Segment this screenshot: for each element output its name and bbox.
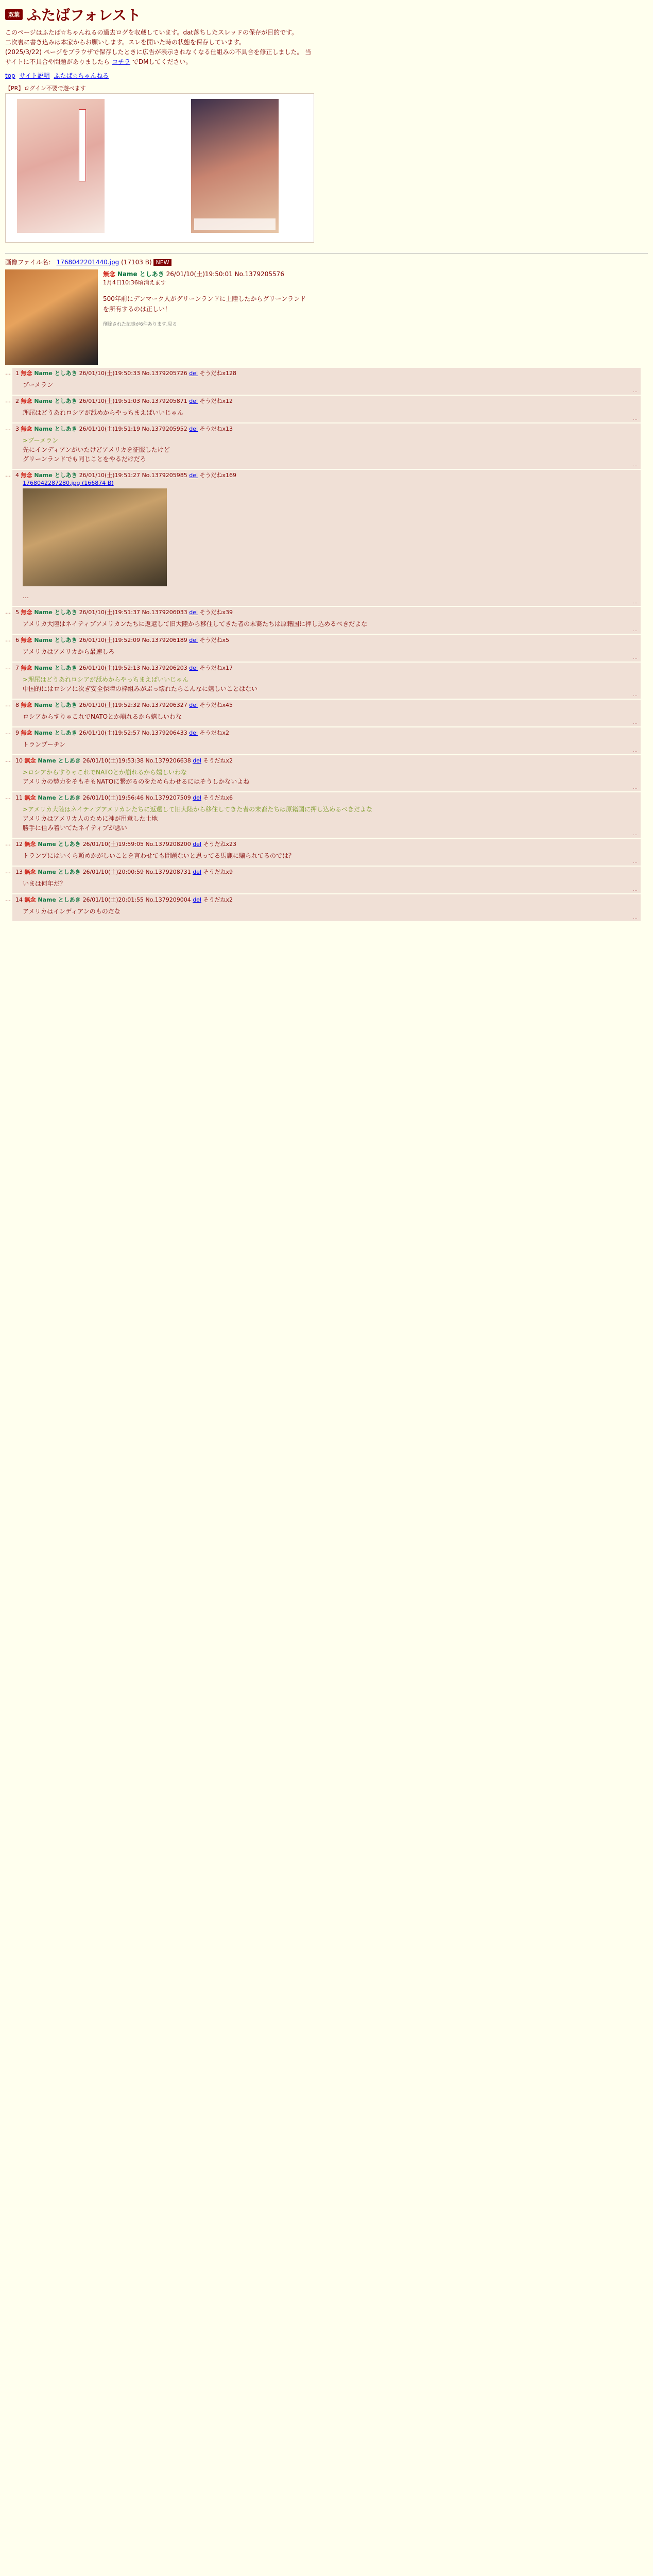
nav-site-info-link[interactable]: サイト説明: [19, 72, 50, 79]
reply-image-link[interactable]: 1768042287280.jpg (166874 B): [23, 480, 114, 486]
reply-subject: 無念: [21, 472, 35, 479]
reply-name: Name としあき: [38, 757, 83, 764]
reply-row: [5, 700, 648, 727]
reply-index: 11: [15, 794, 25, 801]
reply-header: [15, 728, 638, 737]
reply-post: [12, 839, 641, 866]
reply-subject: 無念: [21, 702, 35, 708]
ad-banner[interactable]: [5, 93, 314, 243]
reply-index: 10: [15, 757, 25, 764]
reply-number[interactable]: No.1379208731: [145, 869, 193, 875]
soda-button[interactable]: そうだねx13: [199, 426, 233, 432]
reply-corner-label: …: [633, 748, 638, 753]
reply-datetime: 26/01/10(土)19:56:46: [82, 794, 146, 801]
del-link[interactable]: del: [189, 702, 198, 708]
reply-post: [12, 635, 641, 662]
reply-name: Name としあき: [38, 896, 83, 903]
reply-body: [23, 851, 638, 860]
reply-text: アメリカ大陸はネイティブアメリカンたちに返還して旧大陸から移住してきた者の末裔たちは原籍国に押し込めるべきだよな: [23, 620, 368, 628]
reply-header: [15, 756, 638, 765]
reply-body: [23, 591, 638, 601]
reply-subject: 無念: [21, 398, 35, 404]
notice: [5, 28, 314, 67]
reply-subject: 無念: [21, 665, 35, 671]
op-image[interactable]: [5, 269, 98, 365]
reply-subject: 無念: [21, 426, 35, 432]
op-meta: [103, 269, 306, 278]
reply-index: 12: [15, 841, 25, 848]
reply-body: [23, 619, 638, 629]
reply-datetime: 26/01/10(土)19:51:37: [79, 609, 142, 616]
reply-datetime: 26/01/10(土)19:52:57: [79, 730, 142, 736]
reply-subject: 無念: [24, 794, 38, 801]
reply-datetime: 26/01/10(土)20:01:55: [82, 896, 146, 903]
reply-header: [15, 793, 638, 802]
reply-corner-label: …: [633, 859, 638, 865]
reply-header: [15, 840, 638, 848]
reply-header: [15, 369, 638, 377]
reply-subject: 無念: [21, 730, 35, 736]
reply-name: Name としあき: [38, 841, 83, 848]
reply-corner-label: …: [633, 720, 638, 725]
page: [0, 0, 653, 922]
reply-number[interactable]: No.1379207509: [145, 794, 193, 801]
reply-datetime: 26/01/10(土)19:52:32: [79, 702, 142, 708]
reply-gutter: …: [5, 868, 11, 875]
site-header: [5, 4, 648, 25]
reply-name: Name としあき: [34, 609, 79, 616]
reply-datetime: 26/01/10(土)19:53:38: [82, 757, 146, 764]
reply-quote: >アメリカ大陸はネイティブアメリカンたちに返還して旧大陸から移住してきた者の末裔たちは原籍国に押し込めるべきだよな: [23, 806, 373, 813]
op-file-info: 画像ファイル名： 1768042201440.jpg (17103 B) NEW: [5, 258, 648, 266]
ad-caption-bar: [194, 218, 276, 230]
reply-number[interactable]: No.1379206189: [142, 637, 190, 643]
reply-post: [12, 423, 641, 469]
notice-line-1: このページはふたば☆ちゃんねるの過去ログを収蔵しています。dat落ちしたスレッドの保存が目的です。: [5, 29, 298, 36]
reply-datetime: 26/01/10(土)19:52:09: [79, 637, 142, 643]
reply-index: 5: [15, 609, 21, 616]
reply-post: [12, 470, 641, 606]
reply-number[interactable]: No.1379205952: [142, 426, 190, 432]
soda-button[interactable]: そうだねx2: [203, 757, 233, 764]
op-datetime: 26/01/10(土)19:50:01: [166, 270, 233, 278]
reply-number[interactable]: No.1379205726: [142, 370, 190, 377]
op-number[interactable]: No.1379205576: [234, 270, 284, 278]
reply-text: いまは何年だ？: [23, 880, 66, 887]
reply-name: Name としあき: [34, 730, 79, 736]
reply-text: 理屈はどうあれロシアが舐めからやっちまえばいいじゃん: [23, 409, 184, 416]
reply-datetime: 26/01/10(土)19:52:13: [79, 665, 142, 671]
reply-body: [23, 740, 638, 749]
reply-gutter: …: [5, 608, 11, 615]
op-subject: 無念: [103, 270, 116, 278]
reply-datetime: 26/01/10(土)19:51:27: [79, 472, 142, 479]
del-link[interactable]: del: [193, 794, 202, 801]
del-link[interactable]: del: [189, 370, 198, 377]
soda-button[interactable]: そうだねx17: [199, 665, 233, 671]
reply-subject: 無念: [24, 757, 38, 764]
reply-header: [15, 868, 638, 876]
soda-button[interactable]: そうだねx2: [199, 730, 230, 736]
reply-corner-label: …: [633, 692, 638, 698]
op-name: Name としあき: [117, 270, 164, 278]
reply-gutter: …: [5, 729, 11, 736]
reply-number[interactable]: No.1379205985: [142, 472, 190, 479]
ad-vertical-banner: [79, 109, 86, 181]
reply-datetime: 26/01/10(土)20:00:59: [82, 869, 146, 875]
reply-datetime: 26/01/10(土)19:59:05: [82, 841, 146, 848]
reply-post: [12, 368, 641, 395]
reply-index: 2: [15, 398, 21, 404]
reply-post: [12, 663, 641, 699]
del-link[interactable]: del: [189, 665, 198, 671]
del-link[interactable]: del: [189, 637, 198, 643]
soda-button[interactable]: そうだねx128: [199, 370, 237, 377]
reply-text: アメリカはインディアンのものだな: [23, 908, 121, 915]
reply-datetime: 26/01/10(土)19:51:19: [79, 426, 142, 432]
reply-subject: 無念: [24, 841, 38, 848]
site-title: ふたばフォレスト: [27, 7, 141, 24]
reply-text: ブーメラン: [23, 381, 54, 388]
op-content: [103, 269, 306, 365]
reply-name: Name としあき: [34, 426, 79, 432]
reply-text: アメリカの勢力をそもそもNATOに繋がるのをためらわせるにはそうしかないよね: [23, 778, 250, 785]
reply-number[interactable]: No.1379206433: [142, 730, 190, 736]
op-body: 500年前にデンマーク人がグリーンランドに上陸したからグリーンランド を所有するのは正しい！: [103, 295, 306, 313]
reply-post: [12, 396, 641, 422]
reply-text: ロシアからすりゃこれでNATOとか崩れるから嬉しいわな: [23, 713, 182, 720]
reply-number[interactable]: No.1379205871: [142, 398, 190, 404]
reply-header: [15, 471, 638, 479]
op-file-link[interactable]: 1768042201440.jpg: [56, 259, 119, 266]
soda-button[interactable]: そうだねx23: [203, 841, 237, 848]
soda-button[interactable]: そうだねx5: [199, 637, 230, 643]
reply-row: [5, 727, 648, 755]
soda-button[interactable]: そうだねx12: [199, 398, 233, 404]
reply-header: [15, 636, 638, 644]
soda-button[interactable]: そうだねx9: [203, 869, 233, 875]
reply-text: トランプにはいくら頼めかがしいことを言わせても問題ないと思ってる馬鹿に騙られてるのでは？: [23, 852, 295, 859]
reply-gutter: …: [5, 664, 11, 671]
notice-line-3: (2025/3/22) ページをブラウザで保存したときに広告が表示されなくなる仕組みの不具合を修正しました。 当サイトに不具合や問題がありましたら コチラ でDMしてください。: [5, 48, 312, 65]
reply-post: [12, 700, 641, 726]
reply-body: [23, 436, 638, 464]
reply-body: [23, 879, 638, 888]
ad-label: 【PR】ログイン不要で遊べます: [5, 85, 86, 92]
reply-subject: 無念: [21, 370, 35, 377]
soda-button[interactable]: そうだねx2: [203, 896, 233, 903]
reply-corner-label: …: [633, 887, 638, 892]
reply-row: [5, 635, 648, 663]
reply-number[interactable]: No.1379206638: [145, 757, 193, 764]
reply-header: [15, 701, 638, 709]
reply-text: 中国的にはロシアに次ぎ安全保障の枠組みがぶっ壊れたらこんなに嬉しいことはない: [23, 685, 258, 692]
del-link[interactable]: del: [189, 730, 198, 736]
del-link[interactable]: del: [189, 472, 198, 479]
reply-row: [5, 607, 648, 635]
reply-name: Name としあき: [34, 637, 79, 643]
reply-row: [5, 423, 648, 470]
reply-index: 14: [15, 896, 25, 903]
nav-top-link[interactable]: top: [5, 72, 15, 79]
soda-button[interactable]: そうだねx39: [199, 609, 233, 616]
reply-subject: 無念: [24, 896, 38, 903]
reply-text: アメリカはアメリカから最速しろ: [23, 648, 115, 655]
reply-row: [5, 663, 648, 700]
soda-button[interactable]: そうだねx45: [199, 702, 233, 708]
reply-corner-label: …: [633, 388, 638, 394]
reply-row: [5, 470, 648, 607]
reply-header: [15, 664, 638, 672]
reply-index: 4: [15, 472, 21, 479]
reply-index: 8: [15, 702, 21, 708]
contact-link[interactable]: コチラ: [112, 58, 131, 65]
reply-header: [15, 397, 638, 405]
reply-post: [12, 755, 641, 791]
reply-quote: >理屈はどうあれロシアが舐めからやっちまえばいいじゃん: [23, 676, 189, 683]
reply-gutter: …: [5, 636, 11, 643]
del-link[interactable]: del: [193, 841, 202, 848]
reply-list: [5, 368, 648, 922]
reply-corner-label: …: [633, 463, 638, 468]
reply-body: [23, 380, 638, 389]
reply-header: [15, 425, 638, 433]
reply-number[interactable]: No.1379206203: [142, 665, 190, 671]
soda-button[interactable]: そうだねx6: [203, 794, 233, 801]
reply-index: 3: [15, 426, 21, 432]
reply-gutter: …: [5, 397, 11, 404]
reply-row: [5, 396, 648, 423]
reply-row: [5, 792, 648, 839]
reply-gutter: …: [5, 701, 11, 708]
ad-image-1[interactable]: [17, 99, 105, 233]
reply-header: [15, 895, 638, 904]
reply-header: [15, 608, 638, 616]
nav-links: [5, 71, 648, 80]
reply-corner-label: …: [633, 628, 638, 633]
del-link[interactable]: del: [193, 757, 202, 764]
reply-post: [12, 607, 641, 634]
reply-image-wrap: [15, 486, 638, 588]
reply-datetime: 26/01/10(土)19:51:03: [79, 398, 142, 404]
reply-name: Name としあき: [34, 472, 79, 479]
del-link[interactable]: del: [189, 609, 198, 616]
reply-text: 先にインディアンがいたけどアメリカを征服したけど: [23, 446, 170, 453]
reply-corner-label: …: [633, 416, 638, 421]
reply-index: 6: [15, 637, 21, 643]
reply-row: [5, 839, 648, 867]
reply-name: Name としあき: [34, 665, 79, 671]
reply-body: [23, 647, 638, 656]
reply-row: [5, 894, 648, 922]
reply-index: 7: [15, 665, 21, 671]
new-badge: NEW: [153, 259, 171, 266]
notice-line-2: 二次裏に書き込みは本家からお願いします。スレを開いた時の状態を保存しています。: [5, 39, 246, 46]
reply-name: Name としあき: [34, 702, 79, 708]
reply-subject: 無念: [21, 637, 35, 643]
reply-text: 勝手に住み着いてたネイティブが悪い: [23, 824, 127, 832]
reply-quote: >ブーメラン: [23, 437, 59, 444]
reply-gutter: …: [5, 425, 11, 432]
reply-row: [5, 368, 648, 396]
reply-name: Name としあき: [38, 869, 83, 875]
reply-text: トランプーチン: [23, 741, 66, 748]
op-expire: 1月4日10:36頃消えます: [103, 279, 166, 286]
reply-subject: 無念: [24, 869, 38, 875]
reply-post: [12, 727, 641, 754]
del-link[interactable]: del: [193, 896, 202, 903]
reply-quote: >ロシアからすりゃこれでNATOとか崩れるから嬉しいわな: [23, 769, 187, 776]
reply-corner-label: …: [633, 832, 638, 837]
reply-image[interactable]: [23, 488, 167, 586]
reply-body: [23, 712, 638, 721]
reply-text: アメリカはアメリカ人のために神が用意した土地: [23, 815, 158, 822]
futaba-logo-icon: 双葉: [5, 9, 23, 20]
reply-corner-label: …: [633, 600, 638, 605]
reply-gutter: …: [5, 757, 11, 764]
op-post: [5, 269, 648, 365]
reply-row: [5, 755, 648, 792]
reply-number[interactable]: No.1379208200: [145, 841, 193, 848]
reply-post: [12, 792, 641, 838]
reply-name: Name としあき: [38, 794, 83, 801]
reply-subject: 無念: [21, 609, 35, 616]
del-link[interactable]: del: [189, 398, 198, 404]
reply-name: Name としあき: [34, 370, 79, 377]
reply-datetime: 26/01/10(土)19:50:33: [79, 370, 142, 377]
op-deleted-note[interactable]: 削除された記事が6件あります.見る: [103, 322, 177, 327]
nav-futaba-link[interactable]: ふたば☆ちゃんねる: [54, 72, 109, 79]
reply-name: Name としあき: [34, 398, 79, 404]
reply-body: [23, 675, 638, 693]
soda-button[interactable]: そうだねx169: [199, 472, 237, 479]
del-link[interactable]: del: [193, 869, 202, 875]
reply-body: [23, 408, 638, 417]
del-link[interactable]: del: [189, 426, 198, 432]
reply-gutter: …: [5, 471, 11, 478]
reply-gutter: …: [5, 794, 11, 801]
reply-number[interactable]: No.1379206327: [142, 702, 190, 708]
reply-index: 13: [15, 869, 25, 875]
reply-index: 9: [15, 730, 21, 736]
reply-corner-label: …: [633, 655, 638, 660]
reply-text: グリーンランドでも同じことをやるだけだろ: [23, 455, 146, 463]
reply-body: [23, 907, 638, 916]
reply-row: [5, 867, 648, 894]
reply-corner-label: …: [633, 785, 638, 790]
ad-image-2[interactable]: [191, 99, 279, 233]
reply-corner-label: …: [633, 915, 638, 920]
reply-gutter: …: [5, 896, 11, 903]
reply-post: [12, 867, 641, 893]
reply-body: [23, 768, 638, 786]
reply-gutter: …: [5, 369, 11, 376]
reply-gutter: …: [5, 840, 11, 847]
reply-number[interactable]: No.1379206033: [142, 609, 190, 616]
reply-number[interactable]: No.1379209004: [145, 896, 193, 903]
reply-text: …: [23, 592, 29, 600]
reply-body: [23, 805, 638, 833]
reply-index: 1: [15, 370, 21, 377]
reply-post: [12, 894, 641, 921]
